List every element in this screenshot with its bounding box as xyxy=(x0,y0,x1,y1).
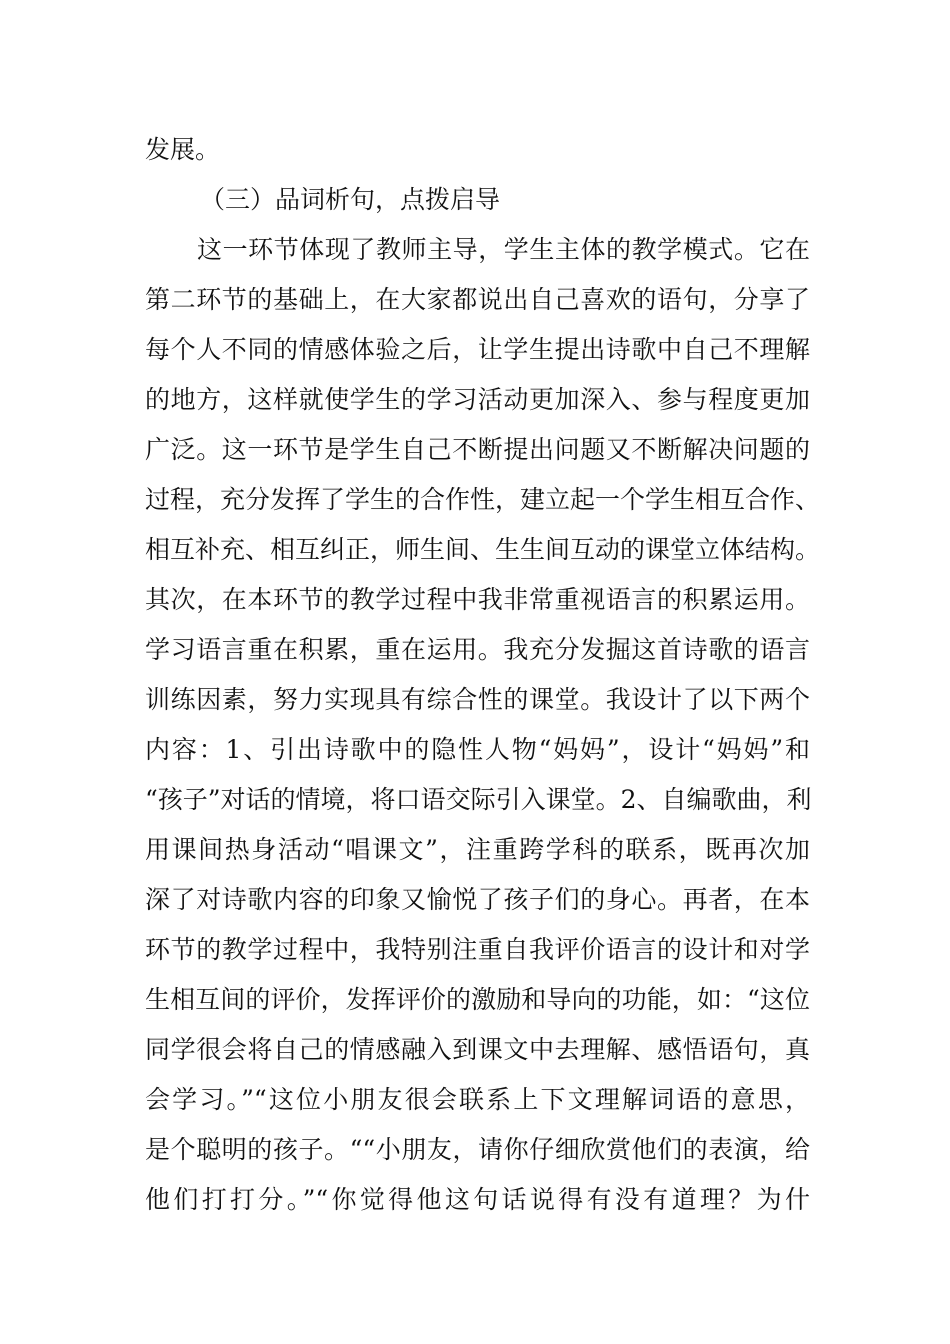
text-line: 同学很会将自己的情感融入到课文中去理解、感悟语句，真 xyxy=(145,1035,810,1064)
text-line: 深了对诗歌内容的印象又愉悦了孩子们的身心。再者，在本 xyxy=(145,885,810,914)
text-line: 发展。 xyxy=(145,135,221,164)
text-line: 广泛。这一环节是学生自己不断提出问题又不断解决问题的 xyxy=(145,435,810,464)
text-line: 是个聪明的孩子。““小朋友，请你仔细欣赏他们的表演，给 xyxy=(145,1135,810,1164)
text-line: 训练因素，努力实现具有综合性的课堂。我设计了以下两个 xyxy=(145,685,810,714)
text-line: 环节的教学过程中，我特别注重自我评价语言的设计和对学 xyxy=(145,935,810,964)
text-line: 会学习。”“这位小朋友很会联系上下文理解词语的意思， xyxy=(145,1085,810,1114)
section-heading: （三）品词析句，点拨启导 xyxy=(200,185,501,214)
text-line: 每个人不同的情感体验之后，让学生提出诗歌中自己不理解 xyxy=(145,335,810,364)
text-line: 用课间热身活动“唱课文”，注重跨学科的联系，既再次加 xyxy=(145,835,810,864)
text-line: 生相互间的评价，发挥评价的激励和导向的功能，如：“这位 xyxy=(145,985,810,1014)
text-line: 内容：1、引出诗歌中的隐性人物“妈妈”，设计“妈妈”和 xyxy=(145,735,810,764)
text-line: 相互补充、相互纠正，师生间、生生间互动的课堂立体结构。 xyxy=(145,535,821,564)
text-line: 学习语言重在积累，重在运用。我充分发掘这首诗歌的语言 xyxy=(145,635,810,664)
text-line: 过程，充分发挥了学生的合作性，建立起一个学生相互合作、 xyxy=(145,485,821,514)
text-line: 这一环节体现了教师主导，学生主体的教学模式。它在 xyxy=(197,235,810,264)
text-line: 其次，在本环节的教学过程中我非常重视语言的积累运用。 xyxy=(145,585,810,614)
text-line: 第二环节的基础上，在大家都说出自己喜欢的语句，分享了 xyxy=(145,285,810,314)
text-line: “孩子”对话的情境，将口语交际引入课堂。2、自编歌曲，利 xyxy=(145,785,812,814)
text-line: 的地方，这样就使学生的学习活动更加深入、参与程度更加 xyxy=(145,385,810,414)
text-line: 他们打打分。”“你觉得他这句话说得有没有道理？为什 xyxy=(145,1185,810,1214)
